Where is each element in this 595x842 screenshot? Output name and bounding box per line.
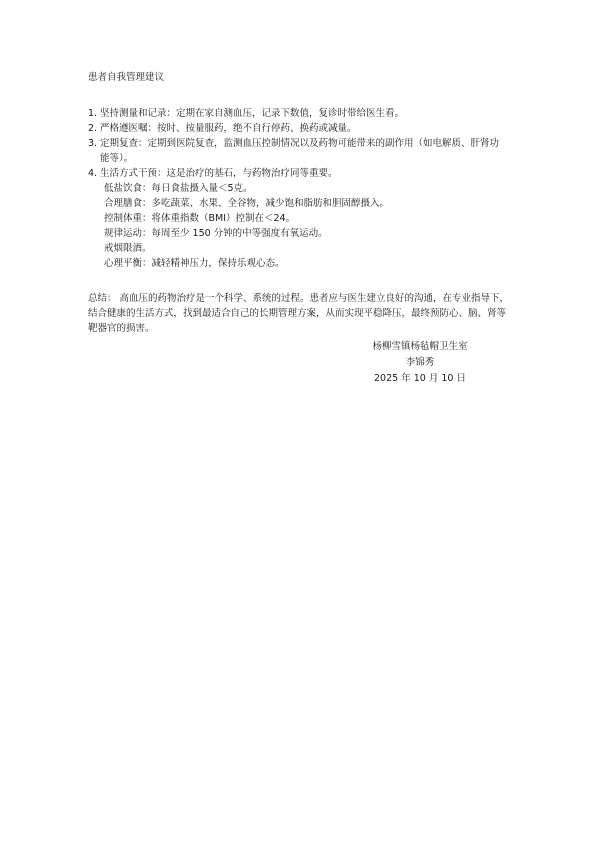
- lifestyle-subitem: 低盐饮食：每日食盐摄入量＜5克。: [104, 183, 253, 194]
- document-title: 患者自我管理建议: [88, 72, 165, 83]
- lifestyle-subitem: 心理平衡：减轻精神压力，保持乐观心态。: [104, 258, 285, 269]
- item-text: 坚持测量和记录：定期在家自测血压，记录下数值，复诊时带给医生看。: [100, 108, 405, 119]
- item-text: 生活方式干预：这是治疗的基石，与药物治疗同等重要。: [100, 168, 338, 179]
- list-item: [88, 106, 508, 121]
- list-item: [88, 136, 508, 166]
- item-number: 2.: [88, 123, 98, 134]
- item-text: 定期复查：定期到医院复查，监测血压控制情况以及药物可能带来的副作用（如电解质、肝肾功能等）。: [100, 138, 500, 164]
- lifestyle-subitem: 控制体重：将体重指数（BMI）控制在＜24。: [104, 213, 296, 224]
- item-number: 4.: [88, 168, 98, 179]
- signature-name: 李锦秀: [405, 357, 435, 368]
- signature-date: 2025 年 10 月 10 日: [374, 373, 466, 384]
- list-item: [88, 166, 508, 181]
- signature-org: 杨柳雪镇杨毡帽卫生室: [372, 341, 468, 352]
- item-number: 3.: [88, 138, 98, 149]
- lifestyle-subitem: 戒烟限酒。: [104, 243, 152, 254]
- list-item: [88, 121, 508, 136]
- item-number: 1.: [88, 108, 98, 119]
- item-text: 严格遵医嘱：按时、按量服药，绝不自行停药、换药或减量。: [100, 123, 357, 134]
- lifestyle-subitem: 规律运动：每周至少 150 分钟的中等强度有氧运动。: [104, 228, 328, 239]
- summary-paragraph: 总结： 高血压的药物治疗是一个科学、系统的过程。患者应与医生建立良好的沟通，在专业指导下，结合健康的生活方式，找到最适合自己的长期管理方案，从而实现平稳降压，最终预防心、脑、肾等靶器官的损害。: [88, 293, 510, 334]
- advice-list: [88, 106, 508, 271]
- lifestyle-subitem: 合理膳食：多吃蔬菜、水果、全谷物，减少饱和脂肪和胆固醇摄入。: [104, 198, 390, 209]
